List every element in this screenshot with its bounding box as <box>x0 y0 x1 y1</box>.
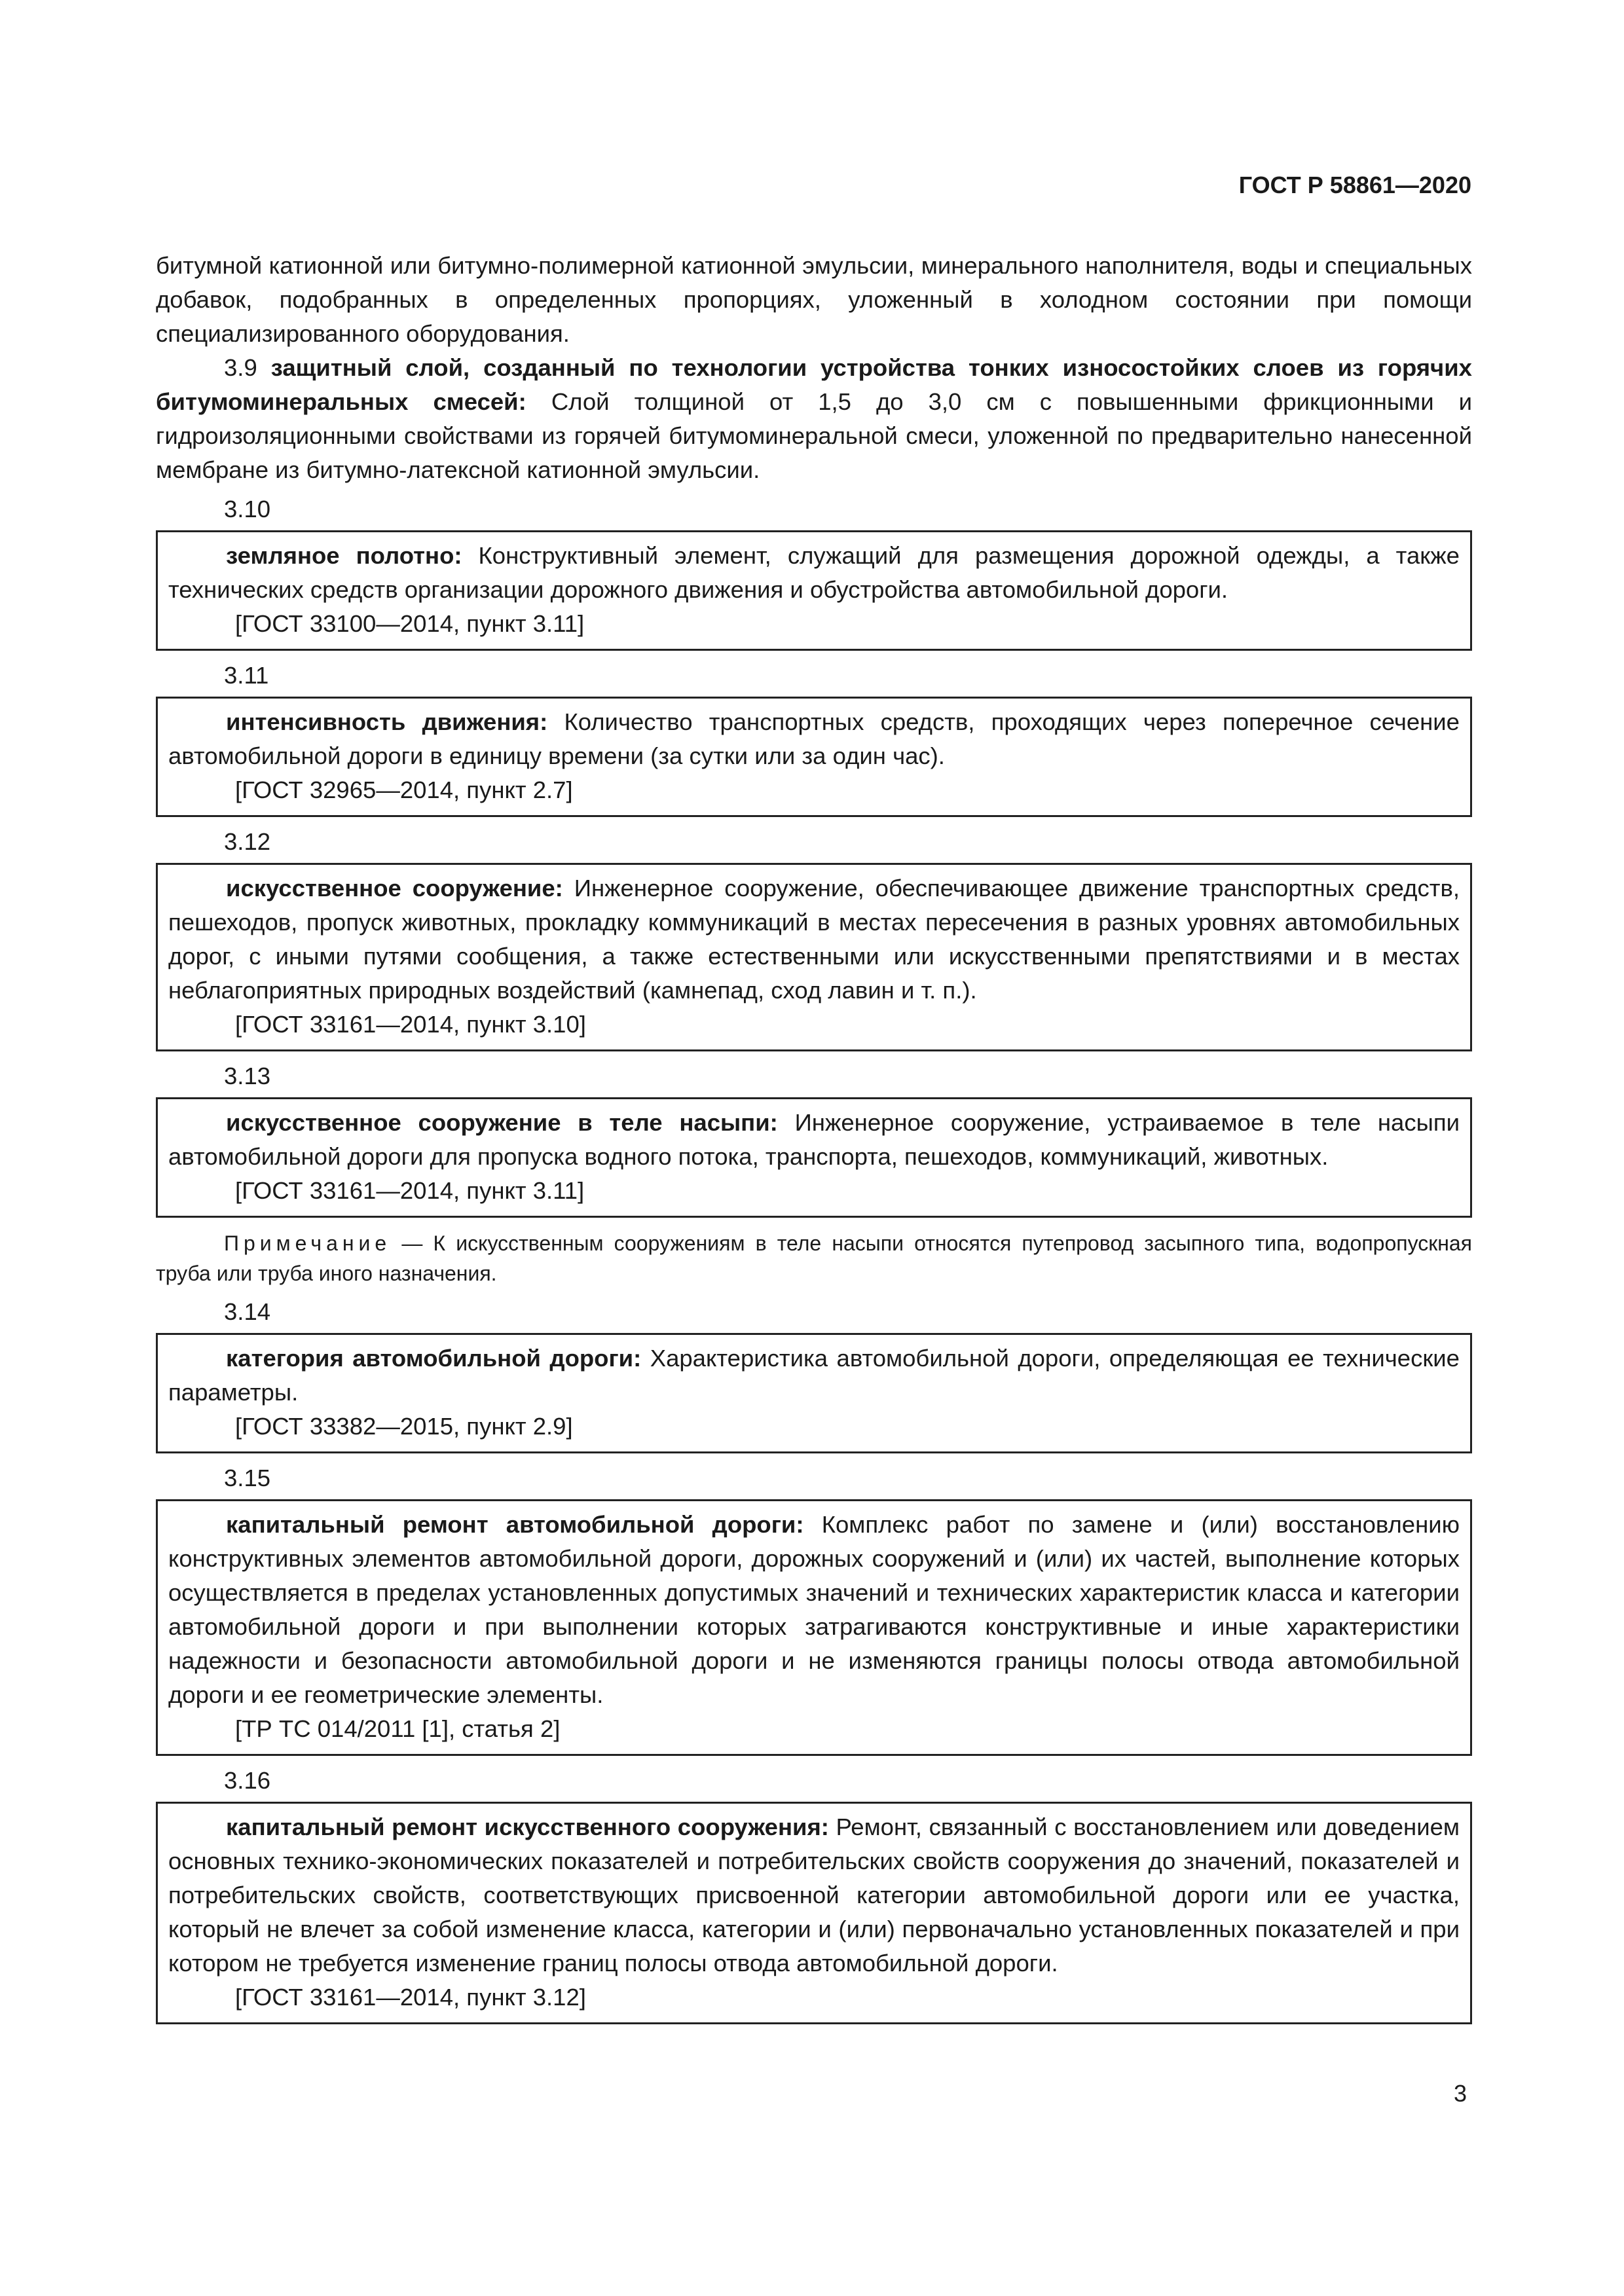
term-title: капитальный ремонт автомобильной дороги: <box>226 1511 804 1538</box>
intro-paragraph: битумной катионной или битумно-полимерной катионной эмульсии, минерального наполнителя, воды и специальных добавок, подобранных в определенных пропорциях, уложенный в холодном состоянии при помощи специализированного оборудования. <box>156 252 1472 347</box>
document-code-header: ГОСТ Р 58861—2020 <box>1238 172 1471 198</box>
term-title: интенсивность движения: <box>226 708 548 735</box>
term-title: искусственное сооружение: <box>226 875 563 902</box>
term-definition: Характеристика автомобильной дороги, определяющая ее технические параметры. <box>168 1345 1460 1406</box>
term-number: 3.12 <box>224 828 271 855</box>
page-content <box>156 249 1472 2032</box>
term-definition: Количество транспортных средств, проходящих через поперечное сечение автомобильной дороги в единицу времени (за сутки или за один час). <box>168 708 1460 769</box>
term-box <box>156 1802 1472 2024</box>
term-number: 3.13 <box>224 1063 271 1089</box>
note-paragraph <box>156 1228 1472 1288</box>
term-reference: [ГОСТ 33382—2015, пункт 2.9] <box>235 1413 573 1440</box>
term-reference: [ГОСТ 32965—2014, пункт 2.7] <box>235 776 573 803</box>
term-box <box>156 697 1472 817</box>
term-title: категория автомобильной дороги: <box>226 1345 642 1372</box>
term-title: искусственное сооружение в теле насыпи: <box>226 1109 778 1136</box>
term-definition: Инженерное сооружение, обеспечивающее движение транспортных средств, пешеходов, пропуск животных, прокладку коммуникаций в местах пересечения в разных уровнях автомобильных дорог, с иными путями сообщения, а также естественными или искусственными препятствиями и в местах неблагоприятных природных воздействий (камнепад, сход лавин и т. п.). <box>168 875 1460 1004</box>
term-definition: Комплекс работ по замене и (или) восстановлению конструктивных элементов автомобильной дороги, дорожных сооружений и (или) их частей, выполнение которых осуществляется в пределах установленных допустимых значений и технических характеристик класса и категории автомобильной дороги и при выполнении которых затрагиваются конструктивные и иные характеристики надежности и безопасности автомобильной дороги и не изменяются границы полосы отвода автомобильной дороги и ее геометрические элементы. <box>168 1511 1460 1708</box>
page-number: 3 <box>1453 2080 1467 2107</box>
term-number: 3.14 <box>224 1298 271 1325</box>
term-number: 3.15 <box>224 1465 271 1491</box>
term-definition: Конструктивный элемент, служащий для размещения дорожной одежды, а также технических средств организации дорожного движения и обустройства автомобильной дороги. <box>168 542 1460 603</box>
term-reference: [ТР ТС 014/2011 [1], статья 2] <box>235 1715 561 1742</box>
term-box <box>156 1097 1472 1218</box>
term-reference: [ГОСТ 33100—2014, пункт 3.11] <box>235 610 585 637</box>
note-label: Примечание <box>224 1231 392 1255</box>
term-reference: [ГОСТ 33161—2014, пункт 3.12] <box>235 1984 586 2011</box>
term-definition: Ремонт, связанный с восстановлением или доведением основных технико-экономических показателей и потребительских свойств сооружения до значений, показателей и потребительских свойств, соответствующих присвоенной категории автомобильной дороги или ее участка, который не влечет за собой изменение класса, категории и (или) первоначально установленных показателей и при котором не требуется изменение границ полосы отвода автомобильной дороги. <box>168 1813 1460 1977</box>
term-box <box>156 863 1472 1051</box>
note-text: — К искусственным сооружениям в теле насыпи относятся путепровод засыпного типа, водопропускная труба или труба иного назначения. <box>156 1231 1473 1285</box>
term-number: 3.11 <box>224 662 269 689</box>
term-box <box>156 1499 1472 1756</box>
term-3-9-paragraph <box>156 351 1472 487</box>
term-box <box>156 1333 1472 1453</box>
term-number: 3.16 <box>224 1767 271 1794</box>
term-number: 3.10 <box>224 496 271 522</box>
term-title: защитный слой, созданный по технологии устройства тонких износостойких слоев из горячих битумоминеральных смесей: <box>156 354 1472 415</box>
term-reference: [ГОСТ 33161—2014, пункт 3.10] <box>235 1011 586 1038</box>
term-title: земляное полотно: <box>226 542 462 569</box>
term-number: 3.9 <box>224 354 257 381</box>
term-box <box>156 530 1472 651</box>
term-definition: Инженерное сооружение, устраиваемое в теле насыпи автомобильной дороги для пропуска водного потока, транспорта, пешеходов, коммуникаций, животных. <box>168 1109 1460 1170</box>
term-reference: [ГОСТ 33161—2014, пункт 3.11] <box>235 1177 585 1204</box>
term-title: капитальный ремонт искусственного сооружения: <box>226 1813 829 1840</box>
term-definition: Слой толщиной от 1,5 до 3,0 см с повышенными фрикционными и гидроизоляционными свойствами из горячей битумоминеральной смеси, уложенной по предварительно нанесенной мембране из битумно-латексной катионной эмульсии. <box>156 388 1472 483</box>
